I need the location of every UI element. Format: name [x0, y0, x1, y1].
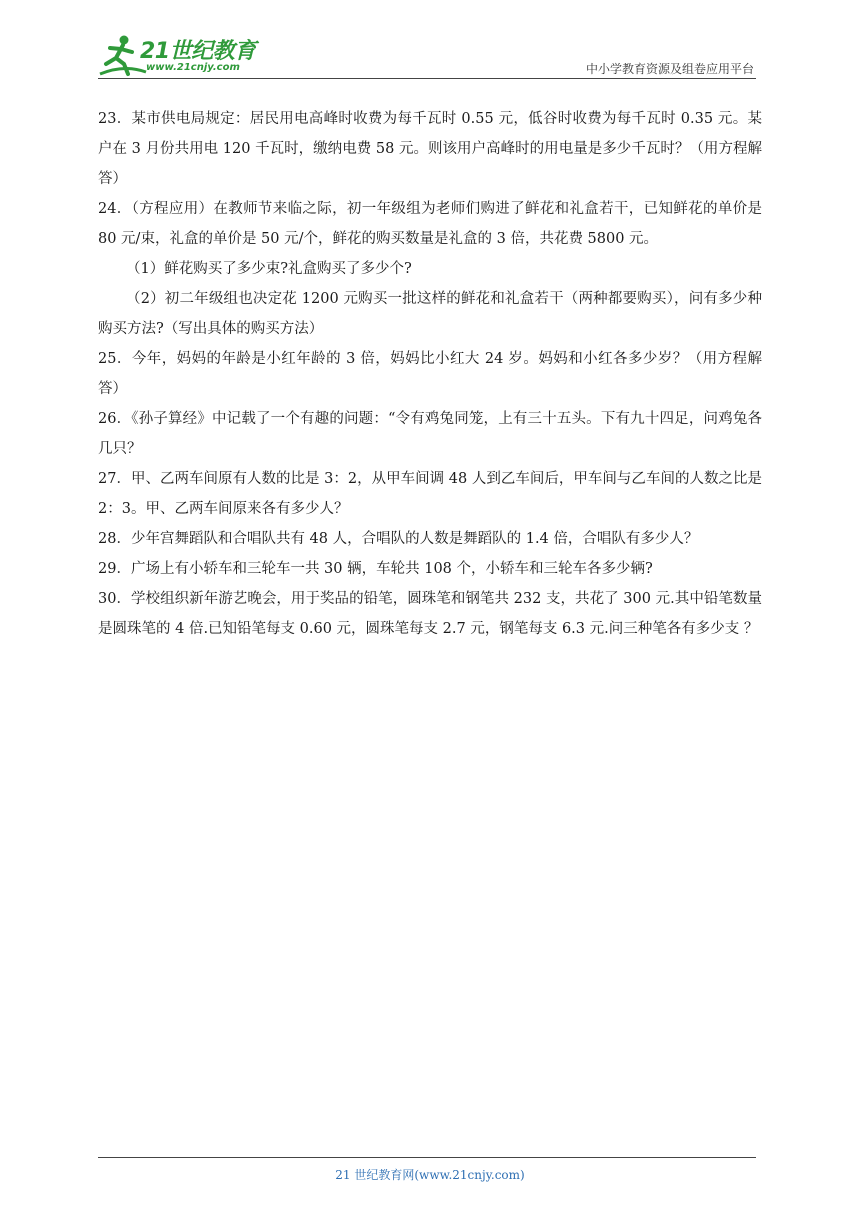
footer-divider: [98, 1157, 756, 1158]
question-25: 25．今年，妈妈的年龄是小红年龄的 3 倍，妈妈比小红大 24 岁。妈妈和小红各多少岁？（用方程解答）: [98, 351, 762, 397]
logo-text: 21世纪教育: [140, 39, 256, 64]
question-27: 27．甲、乙两车间原有人数的比是 3：2，从甲车间调 48 人到乙车间后，甲车间与乙车间的人数之比是 2：3。甲、乙两车间原来各有多少人？: [98, 471, 762, 517]
footer-text: 21 世纪教育网(www.21cnjy.com): [335, 1168, 525, 1182]
question-24: 24．（方程应用）在教师节来临之际，初一年级组为老师们购进了鲜花和礼盒若干，已知鲜花的单价是 80 元/束，礼盒的单价是 50 元/个，鲜花的购买数量是礼盒的 3 倍，共花费 5800 元。: [98, 201, 762, 247]
question-list: [98, 104, 762, 644]
question-26: 26．《孙子算经》中记载了一个有趣的问题：“令有鸡兔同笼，上有三十五头。下有九十四足，问鸡兔各几只？: [98, 411, 762, 457]
platform-label: 中小学教育资源及组卷应用平台: [585, 62, 754, 76]
page-header: [0, 0, 860, 80]
question-23: 23．某市供电局规定：居民用电高峰时收费为每千瓦时 0.55 元，低谷时收费为每千瓦时 0.35 元。某户在 3 月份共用电 120 千瓦时，缴纳电费 58 元。则该用户高峰时的用电量是多少千瓦时？（用方程解答）: [98, 111, 762, 187]
question-28: 28．少年宫舞蹈队和合唱队共有 48 人，合唱队的人数是舞蹈队的 1.4 倍，合唱队有多少人？: [98, 531, 699, 547]
question-30: 30．学校组织新年游艺晚会，用于奖品的铅笔，圆珠笔和钢笔共 232 支，共花了 300 元.其中铅笔数量是圆珠笔的 4 倍.已知铅笔每支 0.60 元，圆珠笔每支 2.7 元，钢笔每支 6.3 元.问三种笔各有多少支 ？: [98, 591, 762, 637]
question-24-part-1: （1）鲜花购买了多少束?礼盒购买了多少个?: [126, 261, 412, 277]
question-24-part-2: （2）初二年级组也决定花 1200 元购买一批这样的鲜花和礼盒若干（两种都要购买），问有多少种购买方法?（写出具体的购买方法）: [98, 291, 762, 337]
question-29: 29．广场上有小轿车和三轮车一共 30 辆，车轮共 108 个，小轿车和三轮车各多少辆?: [98, 561, 653, 577]
header-divider: [98, 78, 756, 79]
logo-url: www.21cnjy.com: [146, 62, 240, 73]
